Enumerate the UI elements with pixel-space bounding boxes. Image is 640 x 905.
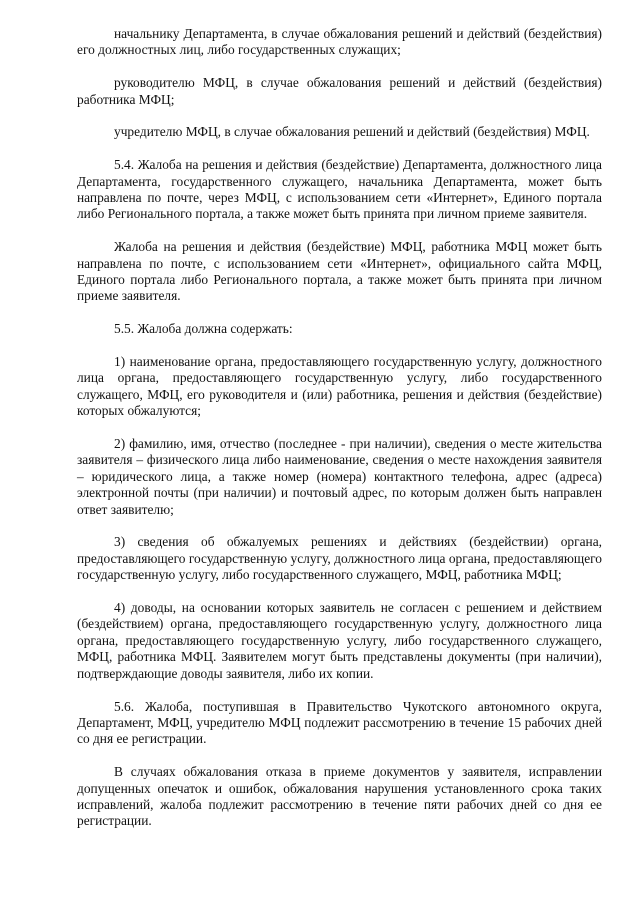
- paragraph-complaint-to-department-head: начальнику Департамента, в случае обжалования решений и действий (бездействия) его должностных лиц, либо государственных служащих;: [77, 26, 602, 58]
- paragraph-complaint-to-mfc-head: руководителю МФЦ, в случае обжалования решений и действий (бездействия) работника МФЦ;: [77, 75, 602, 107]
- paragraph-complaint-on-mfc: Жалоба на решения и действия (бездействие) МФЦ, работника МФЦ может быть направлена по почте, с использованием сети «Интернет», официального сайта МФЦ, Единого портала либо Регионального портала, а также может быть принята при личном приеме заявителя.: [77, 239, 602, 304]
- document-page: [77, 26, 602, 846]
- paragraph-item-1: 1) наименование органа, предоставляющего государственную услугу, должностного лица органа, предоставляющего государственную услугу, либо государственного служащего, МФЦ, его руководителя и (или) работника, решения и действия (бездействие) которых обжалуются;: [77, 354, 602, 419]
- paragraph-refusal-cases: В случаях обжалования отказа в приеме документов у заявителя, исправлении допущенных опечаток и ошибок, обжалования нарушения установленного срока таких исправлений, жалоба подлежит рассмотрению в течение пяти рабочих дней со дня ее регистрации.: [77, 764, 602, 829]
- paragraph-section-5-5: 5.5. Жалоба должна содержать:: [114, 321, 293, 337]
- paragraph-item-4: 4) доводы, на основании которых заявитель не согласен с решением и действием (бездействием) органа, предоставляющего государственную услугу, должностного лица органа, предоставляющего государственную услугу, либо государственного служащего, МФЦ, работника МФЦ. Заявителем могут быть представлены документы (при наличии), подтверждающие доводы заявителя, либо их копии.: [77, 600, 602, 681]
- paragraph-item-2: 2) фамилию, имя, отчество (последнее - при наличии), сведения о месте жительства заявителя – физического лица либо наименование, сведения о месте нахождения заявителя – юридического лица, а также номер (номера) контактного телефона, адрес (адреса) электронной почты (при наличии) и почтовый адрес, по которым должен быть направлен ответ заявителю;: [77, 436, 602, 517]
- paragraph-section-5-6: 5.6. Жалоба, поступившая в Правительство Чукотского автономного округа, Департамент, МФЦ, учредителю МФЦ подлежит рассмотрению в течение 15 рабочих дней со дня ее регистрации.: [77, 698, 602, 747]
- paragraph-complaint-to-mfc-founder: учредителю МФЦ, в случае обжалования решений и действий (бездействия) МФЦ.: [114, 124, 590, 140]
- paragraph-section-5-4: 5.4. Жалоба на решения и действия (бездействие) Департамента, должностного лица Департамента, государственного служащего, начальника Департамента, может быть направлена по почте, через МФЦ, с использованием сети «Интернет», Единого портала либо Регионального портала, а также может быть принята при личном приеме заявителя.: [77, 157, 602, 222]
- paragraph-item-3: 3) сведения об обжалуемых решениях и действиях (бездействии) органа, предоставляющего государственную услугу, должностного лица органа, предоставляющего государственную услугу, либо государственного служащего, МФЦ, работника МФЦ;: [77, 534, 602, 583]
